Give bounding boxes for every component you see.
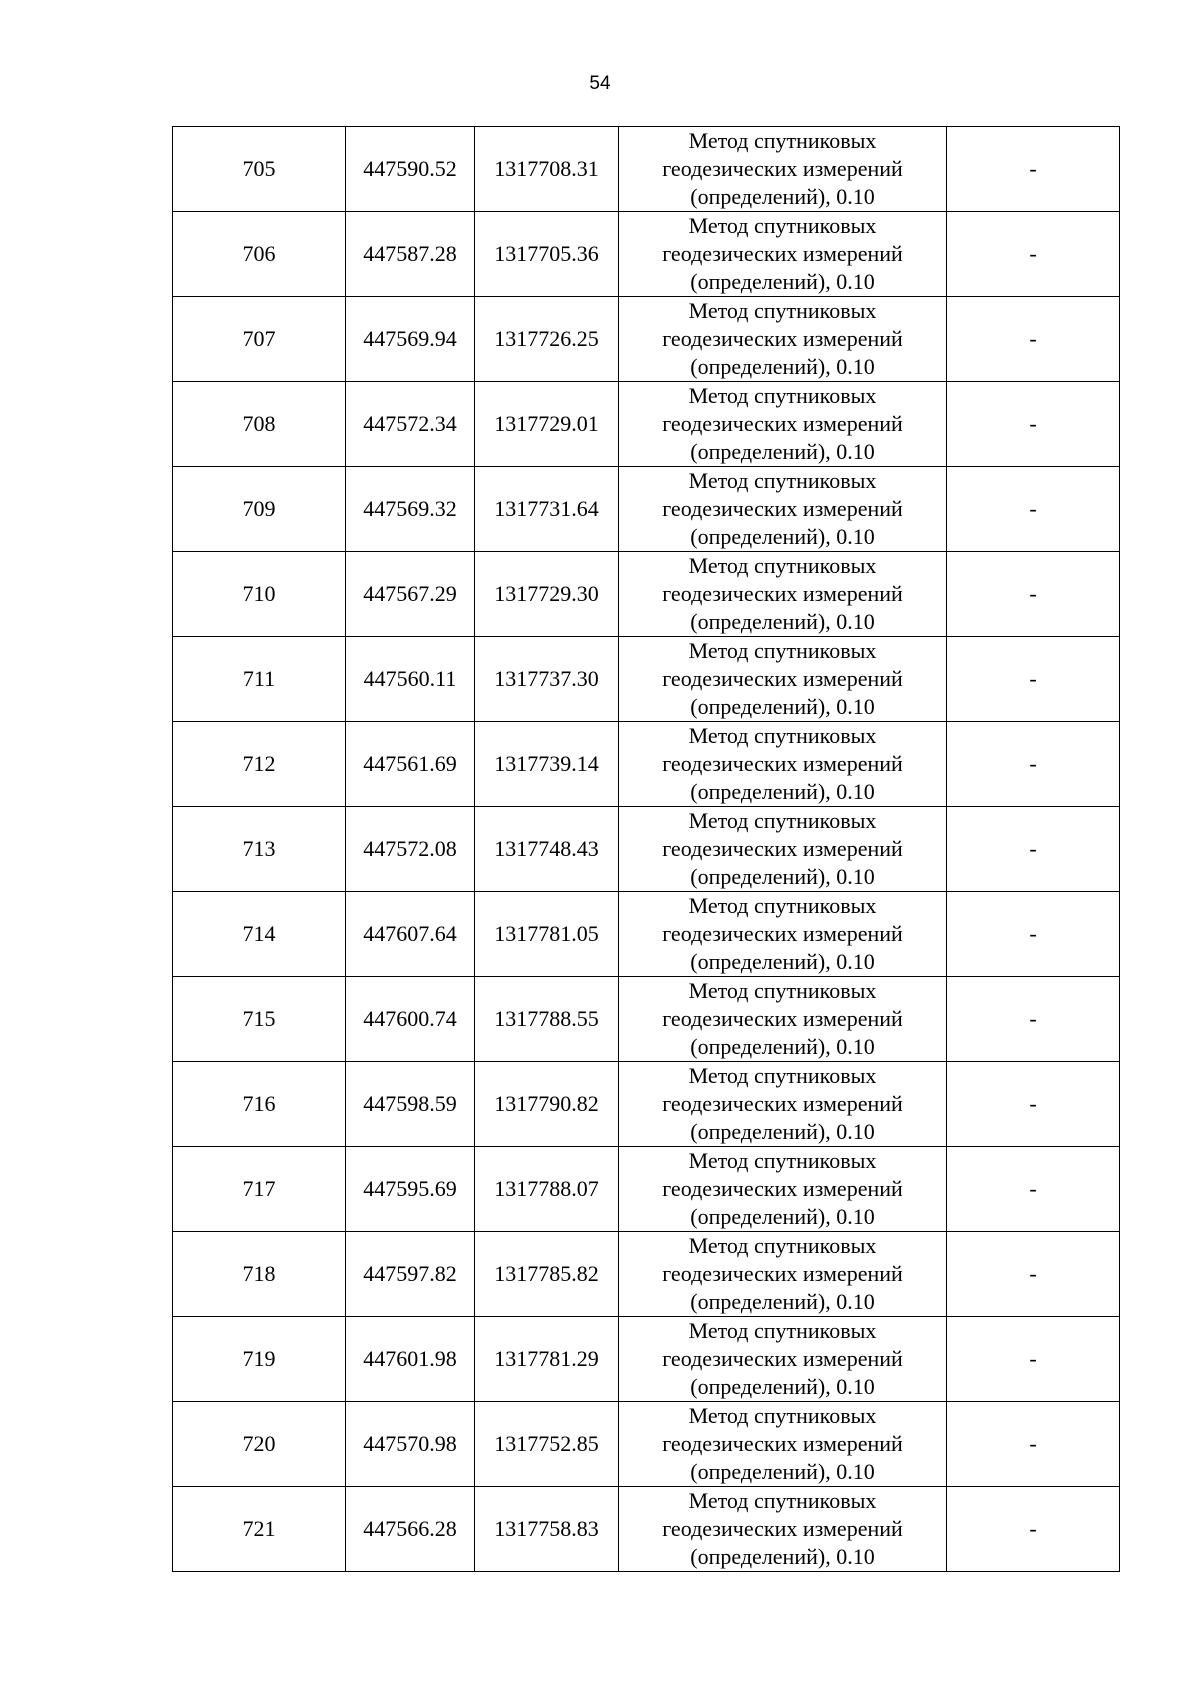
method-text-line: геодезических измерений [662,326,903,351]
method-text-line: Метод спутниковых [688,213,877,238]
table-row [173,977,1120,1062]
table-row [173,1487,1120,1572]
point-number-cell: 713 [173,807,346,892]
y-coordinate-cell: 1317758.83 [475,1487,619,1572]
point-number-cell: 707 [173,297,346,382]
x-coordinate-cell: 447590.52 [346,127,475,212]
point-number-cell: 714 [173,892,346,977]
y-coordinate-cell: 1317705.36 [475,212,619,297]
table-row [173,212,1120,297]
method-text-line: геодезических измерений [662,1261,903,1286]
x-coordinate-cell: 447595.69 [346,1147,475,1232]
point-number-cell: 708 [173,382,346,467]
point-number-cell: 717 [173,1147,346,1232]
method-text-line: (определений), 0.10 [690,949,875,974]
note-cell: - [947,807,1120,892]
method-text-line: геодезических измерений [662,836,903,861]
method-text-line: (определений), 0.10 [690,694,875,719]
x-coordinate-cell: 447600.74 [346,977,475,1062]
y-coordinate-cell: 1317785.82 [475,1232,619,1317]
method-text-line: (определений), 0.10 [690,524,875,549]
note-cell: - [947,722,1120,807]
method-cell [619,1062,947,1147]
table-row [173,1402,1120,1487]
method-cell [619,1487,947,1572]
point-number-cell: 712 [173,722,346,807]
method-cell [619,297,947,382]
note-cell: - [947,552,1120,637]
note-cell: - [947,212,1120,297]
point-number-cell: 719 [173,1317,346,1402]
y-coordinate-cell: 1317729.01 [475,382,619,467]
table-row [173,1232,1120,1317]
point-number-cell: 705 [173,127,346,212]
method-cell [619,1147,947,1232]
x-coordinate-cell: 447570.98 [346,1402,475,1487]
x-coordinate-cell: 447567.29 [346,552,475,637]
note-cell: - [947,1062,1120,1147]
y-coordinate-cell: 1317708.31 [475,127,619,212]
note-cell: - [947,382,1120,467]
table-row [173,722,1120,807]
table-row [173,807,1120,892]
x-coordinate-cell: 447572.08 [346,807,475,892]
method-text-line: (определений), 0.10 [690,1204,875,1229]
method-text-line: геодезических измерений [662,751,903,776]
method-text-line: геодезических измерений [662,666,903,691]
method-cell [619,977,947,1062]
method-text-line: (определений), 0.10 [690,864,875,889]
method-text-line: Метод спутниковых [688,1063,877,1088]
point-number-cell: 716 [173,1062,346,1147]
method-cell [619,892,947,977]
table-row [173,892,1120,977]
method-text-line: (определений), 0.10 [690,1374,875,1399]
x-coordinate-cell: 447597.82 [346,1232,475,1317]
method-text-line: (определений), 0.10 [690,1289,875,1314]
method-text-line: Метод спутниковых [688,1488,877,1513]
point-number-cell: 721 [173,1487,346,1572]
y-coordinate-cell: 1317729.30 [475,552,619,637]
method-text-line: Метод спутниковых [688,978,877,1003]
method-text-line: геодезических измерений [662,411,903,436]
note-cell: - [947,1147,1120,1232]
note-cell: - [947,637,1120,722]
table-row [173,467,1120,552]
table-row [173,637,1120,722]
x-coordinate-cell: 447598.59 [346,1062,475,1147]
x-coordinate-cell: 447560.11 [346,637,475,722]
method-text-line: Метод спутниковых [688,1318,877,1343]
x-coordinate-cell: 447569.32 [346,467,475,552]
method-text-line: (определений), 0.10 [690,779,875,804]
method-text-line: (определений), 0.10 [690,269,875,294]
method-text-line: геодезических измерений [662,1431,903,1456]
note-cell: - [947,977,1120,1062]
method-text-line: геодезических измерений [662,581,903,606]
y-coordinate-cell: 1317781.29 [475,1317,619,1402]
method-text-line: геодезических измерений [662,921,903,946]
note-cell: - [947,1317,1120,1402]
method-cell [619,807,947,892]
table-row [173,552,1120,637]
method-text-line: (определений), 0.10 [690,1544,875,1569]
method-text-line: Метод спутниковых [688,553,877,578]
method-text-line: Метод спутниковых [688,383,877,408]
method-text-line: (определений), 0.10 [690,439,875,464]
table-row [173,1317,1120,1402]
coordinates-table [172,126,1120,1572]
point-number-cell: 720 [173,1402,346,1487]
y-coordinate-cell: 1317781.05 [475,892,619,977]
method-text-line: (определений), 0.10 [690,354,875,379]
table-row [173,127,1120,212]
method-text-line: геодезических измерений [662,1516,903,1541]
table-row [173,297,1120,382]
method-text-line: (определений), 0.10 [690,184,875,209]
y-coordinate-cell: 1317726.25 [475,297,619,382]
method-text-line: Метод спутниковых [688,893,877,918]
note-cell: - [947,1487,1120,1572]
method-text-line: геодезических измерений [662,156,903,181]
point-number-cell: 706 [173,212,346,297]
y-coordinate-cell: 1317737.30 [475,637,619,722]
note-cell: - [947,467,1120,552]
point-number-cell: 715 [173,977,346,1062]
point-number-cell: 710 [173,552,346,637]
note-cell: - [947,892,1120,977]
method-text-line: геодезических измерений [662,1006,903,1031]
method-cell [619,1402,947,1487]
method-text-line: (определений), 0.10 [690,1459,875,1484]
method-text-line: Метод спутниковых [688,638,877,663]
method-text-line: геодезических измерений [662,1346,903,1371]
method-text-line: Метод спутниковых [688,1148,877,1173]
method-text-line: (определений), 0.10 [690,1034,875,1059]
y-coordinate-cell: 1317788.55 [475,977,619,1062]
method-text-line: Метод спутниковых [688,808,877,833]
point-number-cell: 711 [173,637,346,722]
method-text-line: геодезических измерений [662,1091,903,1116]
point-number-cell: 718 [173,1232,346,1317]
method-text-line: Метод спутниковых [688,723,877,748]
method-cell [619,467,947,552]
y-coordinate-cell: 1317790.82 [475,1062,619,1147]
x-coordinate-cell: 447569.94 [346,297,475,382]
y-coordinate-cell: 1317731.64 [475,467,619,552]
method-text-line: Метод спутниковых [688,298,877,323]
method-text-line: Метод спутниковых [688,468,877,493]
note-cell: - [947,1402,1120,1487]
x-coordinate-cell: 447566.28 [346,1487,475,1572]
method-cell [619,722,947,807]
table-row [173,1062,1120,1147]
method-cell [619,382,947,467]
table-row [173,1147,1120,1232]
method-cell [619,637,947,722]
y-coordinate-cell: 1317739.14 [475,722,619,807]
method-cell [619,127,947,212]
x-coordinate-cell: 447561.69 [346,722,475,807]
method-cell [619,1232,947,1317]
method-text-line: (определений), 0.10 [690,609,875,634]
table-row [173,382,1120,467]
method-cell [619,1317,947,1402]
page-number: 54 [589,73,611,94]
method-text-line: геодезических измерений [662,241,903,266]
method-text-line: геодезических измерений [662,496,903,521]
x-coordinate-cell: 447607.64 [346,892,475,977]
method-text-line: Метод спутниковых [688,128,877,153]
note-cell: - [947,297,1120,382]
method-text-line: Метод спутниковых [688,1403,877,1428]
note-cell: - [947,127,1120,212]
coordinates-table-body [173,127,1120,1572]
note-cell: - [947,1232,1120,1317]
point-number-cell: 709 [173,467,346,552]
method-text-line: геодезических измерений [662,1176,903,1201]
x-coordinate-cell: 447587.28 [346,212,475,297]
y-coordinate-cell: 1317748.43 [475,807,619,892]
y-coordinate-cell: 1317752.85 [475,1402,619,1487]
method-text-line: (определений), 0.10 [690,1119,875,1144]
method-text-line: Метод спутниковых [688,1233,877,1258]
y-coordinate-cell: 1317788.07 [475,1147,619,1232]
method-cell [619,212,947,297]
method-cell [619,552,947,637]
x-coordinate-cell: 447572.34 [346,382,475,467]
x-coordinate-cell: 447601.98 [346,1317,475,1402]
